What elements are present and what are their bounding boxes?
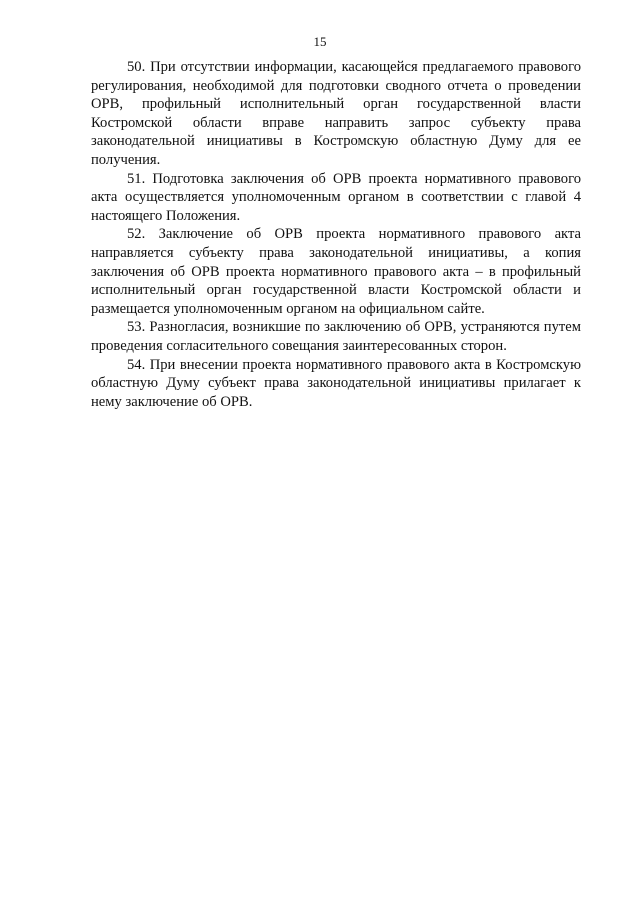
paragraph-53: 53. Разногласия, возникшие по заключению об ОРВ, устраняются путем проведения согласительного совещания заинтересованных сторон. [91, 319, 581, 354]
document-body [91, 58, 581, 411]
paragraph-51: 51. Подготовка заключения об ОРВ проекта нормативного правового акта осуществляется уполномоченным органом в соответствии с главой 4 настоящего Положения. [91, 170, 581, 224]
page-number: 15 [313, 34, 327, 49]
paragraph-54: 54. При внесении проекта нормативного правового акта в Костромскую областную Думу субъект права законодательной инициативы прилагает к нему заключение об ОРВ. [91, 356, 581, 410]
paragraph-52: 52. Заключение об ОРВ проекта нормативного правового акта направляется субъекту права законодательной инициативы, а копия заключения об ОРВ проекта нормативного правового акта – в профильный исполнительный орган государственной власти Костромской области и размещается уполномоченным органом на официальном сайте. [91, 226, 581, 317]
paragraph-50: 50. При отсутствии информации, касающейся предлагаемого правового регулирования, необходимой для подготовки сводного отчета о проведении ОРВ, профильный исполнительный орган государственной власти Костромской области вправе направить запрос субъекту права законодательной инициативы в Костромскую областную Думу для ее получения. [91, 59, 581, 168]
